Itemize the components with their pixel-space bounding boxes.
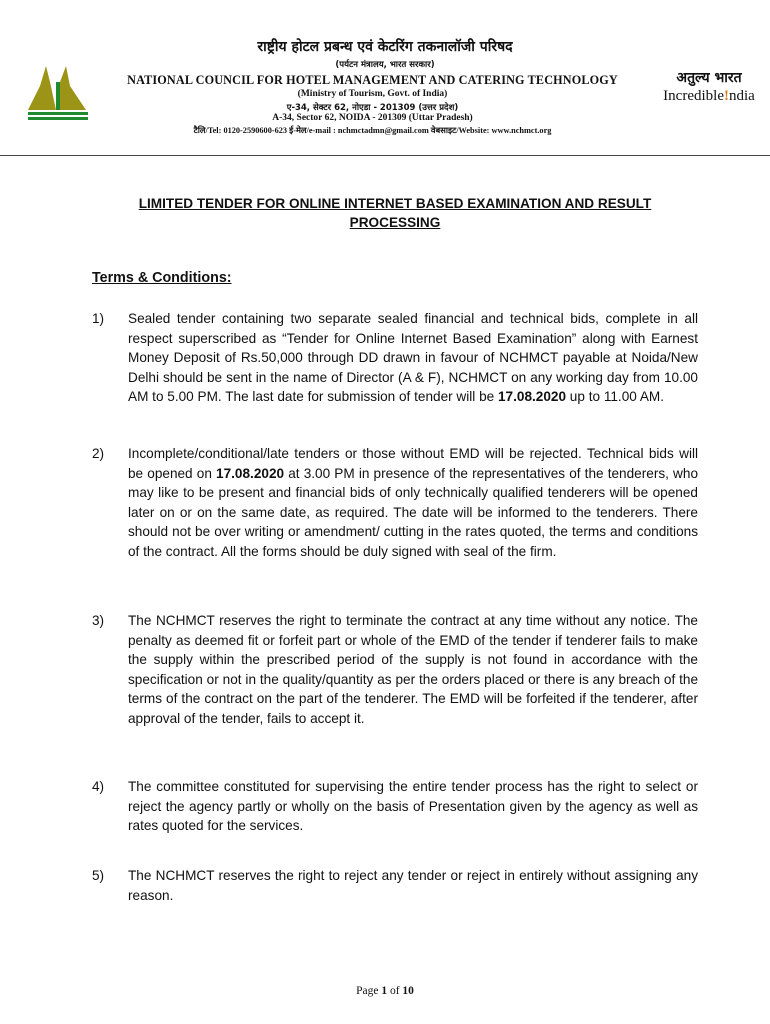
address: A-34, Sector 62, NOIDA - 201309 (Uttar Pradesh) <box>272 113 473 123</box>
document-title: LIMITED TENDER FOR ONLINE INTERNET BASED EXAMINATION AND RESULT PROCESSING <box>138 196 652 230</box>
hindi-ministry: (पर्यटन मंत्रालय, भारत सरकार) <box>335 60 435 70</box>
nchmct-logo <box>26 62 96 122</box>
hindi-title: राष्ट्रीय होटल प्रबन्ध एवं केटरिंग तकनालॉजी परिषद <box>257 39 513 55</box>
address-hindi: ए-34, सेक्टर 62, नोएडा - 201309 (उत्तर प्रदेश) <box>286 103 459 113</box>
header-divider <box>0 155 770 156</box>
clause-number: 4) <box>92 779 105 794</box>
organization-name: NATIONAL COUNCIL FOR HOTEL MANAGEMENT AND CATERING TECHNOLOGY <box>127 73 618 87</box>
clause-text: The NCHMCT reserves the right to terminate the contract at any time without any notice. The penalty as deemed fit or forfeit part or whole of the EMD of the tender if tenderer fails to make the supply within the prescribed period of the supply is not found in accordance with the specification or not in the quality/quantity as per the orders placed or there is any breach of the terms of the contract on the part of the tenderer. The EMD will be forfeited if the tenderer, after approval of the tender, fails to accept it. <box>128 613 698 726</box>
clause-number: 1) <box>92 311 105 326</box>
clause-3 <box>92 611 698 729</box>
ministry-line: (Ministry of Tourism, Govt. of India) <box>297 89 448 99</box>
incredible-india-logo <box>650 68 770 116</box>
clause-number: 3) <box>92 613 105 628</box>
clause-text: The NCHMCT reserves the right to reject any tender or reject in entirely without assigning any reason. <box>128 868 698 903</box>
section-heading: Terms & Conditions: <box>92 270 232 286</box>
clause-2 <box>92 444 698 562</box>
clause-number: 2) <box>92 446 105 461</box>
clause-text: Sealed tender containing two separate sealed financial and technical bids, complete in all respect superscribed as “Tender for Online Internet Based Examination” along with Earnest Money Deposit of Rs.50,000 through DD drawn in favour of NCHMCT payable at Noida/New Delhi should be sent in the name of Director (A & F), NCHMCT on any working day from 10.00 AM to 5.00 PM. The last date for submission of tender will be 17.08.2020 up to 11.00 AM. <box>128 311 698 405</box>
clause-text: Incomplete/conditional/late tenders or those without EMD will be rejected. Technical bids will be opened on 17.08.2020 at 3.00 PM in presence of the representatives of the tenderers, who may like to be present and financial bids of only technically qualified tenderers will be opened later on or on the same date, as required. The date will be informed to the tenderers. There should not be over writing or amendment/ cutting in the rates quoted, the terms and conditions of the contract. All the forms should be duly signed with seal of the firm. <box>128 446 698 559</box>
incredible-india-hindi: अतुल्य भारत <box>676 70 742 86</box>
incredible-india-text: Incredible!ndia <box>663 88 755 104</box>
clause-5 <box>92 866 698 905</box>
clause-1 <box>92 309 698 407</box>
clause-text: The committee constituted for supervising the entire tender process has the right to select or reject the agency partly or wholly on the basis of Presentation given by the agency as well as rates quoted for the services. <box>128 779 698 834</box>
clause-4 <box>92 777 698 836</box>
page-number: Page 1 of 10 <box>356 985 414 997</box>
clause-number: 5) <box>92 868 105 883</box>
contact-line: टैलि/Tel: 0120-2590600-623 ई-मेल/e-mail : nchmctadmn@gmail.com वेबसाइट/Website: www.nchmct.org <box>193 126 552 135</box>
letterhead <box>0 0 770 156</box>
